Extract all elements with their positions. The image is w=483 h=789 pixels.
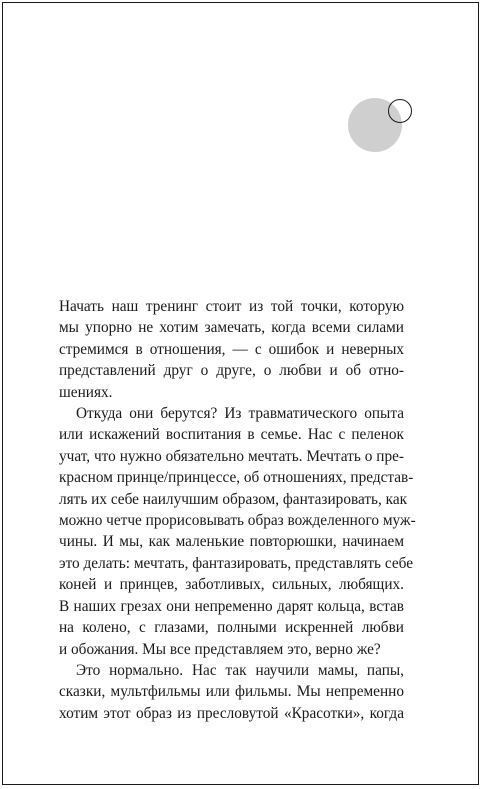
text-line: хотим этот образ из пресловутой «Красотки», когда bbox=[59, 704, 404, 722]
text-line: шениях. bbox=[59, 383, 113, 401]
decorative-outline-circle bbox=[388, 99, 412, 123]
text-line: лять их себе наилучшим образом, фантазировать, как bbox=[59, 490, 408, 508]
text-line: коней и принцев, заботливых, сильных, любящих. bbox=[59, 576, 404, 594]
text-line: Начать наш тренинг стоит из той точки, которую bbox=[59, 298, 404, 315]
body-text bbox=[59, 296, 416, 724]
text-line: красном принце/принцессе, об отношениях, представ- bbox=[59, 469, 414, 487]
text-line: сказки, мультфильмы или фильмы. Мы непременно bbox=[59, 683, 404, 701]
text-line: или искажений воспитания в семье. Нас с пеленок bbox=[59, 426, 404, 444]
text-line: В наших грезах они непременно дарят кольца, встав bbox=[59, 597, 404, 615]
book-page bbox=[2, 2, 479, 785]
text-line: стремимся в отношения, — с ошибок и неверных bbox=[59, 340, 404, 358]
text-line: представлений друг о друге, о любви и об отно- bbox=[59, 362, 404, 380]
text-line: это делать: мечтать, фантазировать, представлять себе bbox=[59, 554, 413, 572]
text-line: учат, что нужно обязательно мечтать. Мечтать о пре- bbox=[59, 447, 404, 465]
text-line: можно четче прорисовывать образ вожделенного муж- bbox=[59, 512, 416, 530]
text-line: на колено, с глазами, полными искренней любви bbox=[59, 619, 404, 637]
text-line: и обожания. Мы все представляем это, верно же? bbox=[59, 640, 381, 658]
text-line: мы упорно не хотим замечать, когда всеми силами bbox=[59, 319, 404, 337]
text-line: Откуда они берутся? Из травматического опыта bbox=[76, 405, 404, 423]
text-line: Это нормально. Нас так научили мамы, папы, bbox=[76, 661, 404, 679]
text-line: чины. И мы, как маленькие повторюшки, начинаем bbox=[59, 533, 404, 551]
